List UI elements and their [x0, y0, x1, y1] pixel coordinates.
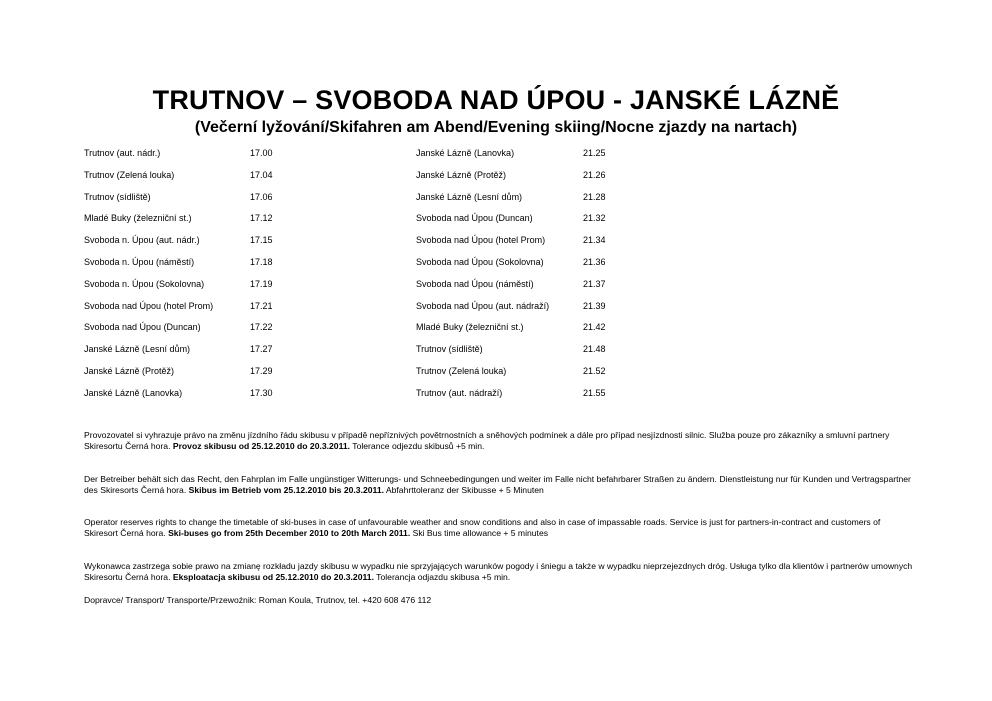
departure-time: 21.36 — [583, 256, 606, 267]
departure-time: 21.55 — [583, 387, 606, 398]
note-czech — [84, 430, 914, 452]
note-tail: Abfahrttoleranz der Skibusse + 5 Minuten — [384, 485, 544, 495]
timetable-row — [416, 211, 816, 233]
departure-time: 17.15 — [250, 235, 273, 246]
note-season-dates: Eksploatacja skibusu od 25.12.2010 do 20.3.2011. — [172, 572, 374, 582]
note-tail: Tolerancja odjazdu skibusa +5 min. — [373, 572, 511, 582]
departure-time: 21.37 — [583, 278, 606, 289]
departure-time: 21.25 — [583, 148, 606, 158]
stop-name: Trutnov (aut. nádraží) — [416, 387, 503, 398]
stop-name: Janské Lázně (Protěž) — [84, 365, 175, 376]
stop-name: Svoboda nad Úpou (hotel Prom) — [84, 300, 214, 311]
note-text: Operator reserves rights to change the timetable of ski-buses in case of unfavourable weather and snow conditions and also in case of impassable roads. Service is just for partners-in-contract and customers of Skiresort Černá hora. — [84, 517, 881, 538]
stop-name: Trutnov (Zelená louka) — [84, 169, 175, 180]
departure-time: 21.28 — [583, 191, 606, 202]
departure-time: 21.34 — [583, 235, 606, 246]
departure-time: 17.21 — [250, 300, 273, 311]
stop-name: Janské Lázně (Lanovka) — [84, 387, 183, 398]
timetable-row — [416, 277, 816, 299]
stop-name: Svoboda nad Úpou (náměstí) — [416, 278, 534, 289]
stop-name: Svoboda n. Úpou (aut. nádr.) — [84, 235, 200, 246]
timetable-row — [416, 386, 816, 408]
note-season-dates: Skibus im Betrieb vom 25.12.2010 bis 20.3.2011. — [188, 485, 384, 495]
departure-time: 21.48 — [583, 344, 606, 355]
timetable-row — [416, 168, 816, 190]
note-tail: Ski Bus time allowance + 5 minutes — [410, 528, 549, 538]
stop-name: Janské Lázně (Lesní dům) — [416, 191, 523, 202]
note-german — [84, 474, 914, 496]
departure-time: 17.04 — [250, 169, 273, 180]
note-english — [84, 517, 914, 539]
departure-time: 17.30 — [250, 387, 273, 398]
timetable-row — [416, 190, 816, 212]
timetable-row — [416, 299, 816, 321]
page-title: TRUTNOV – SVOBODA NAD ÚPOU - JANSKÉ LÁZNĚ — [152, 85, 840, 115]
stop-name: Trutnov (sídliště) — [416, 344, 483, 355]
return-column — [416, 146, 816, 408]
timetable — [84, 146, 904, 408]
stop-name: Svoboda nad Úpou (Duncan) — [84, 322, 201, 333]
note-polish — [84, 561, 914, 583]
note-text: Provozovatel si vyhrazuje právo na změnu jízdního řádu skibusu v případě nepříznivých povětrnostních a sněhových podmínek a dále pro případ nesjízdnosti silnic. Služba pouze pro zákazníky a smluvní partnery Skiresortu Černá hora. — [84, 430, 890, 451]
departure-time: 21.32 — [583, 213, 606, 224]
carrier-info: Dopravce/ Transport/ Transporte/Przewoźnik: Roman Koula, Trutnov, tel. +420 608 476 112 — [84, 595, 432, 605]
departure-time: 17.19 — [250, 278, 273, 289]
timetable-row — [416, 255, 816, 277]
departure-time: 17.18 — [250, 256, 273, 267]
page-subtitle: (Večerní lyžování/Skifahren am Abend/Evening skiing/Nocne zjazdy na nartach) — [194, 119, 798, 136]
stop-name: Janské Lázně (Lanovka) — [416, 148, 515, 158]
departure-time: 21.52 — [583, 365, 606, 376]
departure-time: 21.42 — [583, 322, 606, 333]
departure-time: 21.39 — [583, 300, 606, 311]
note-season-dates: Provoz skibusu od 25.12.2010 do 20.3.2011. — [172, 441, 351, 451]
stop-name: Svoboda n. Úpou (Sokolovna) — [84, 278, 205, 289]
departure-time: 17.12 — [250, 213, 273, 224]
stop-name: Svoboda nad Úpou (Duncan) — [416, 213, 533, 224]
note-season-dates: Ski-buses go from 25th December 2010 to 20th March 2011. — [168, 528, 411, 538]
stop-name: Svoboda n. Úpou (náměstí) — [84, 256, 195, 267]
stop-name: Mladé Buky (železniční st.) — [84, 213, 192, 224]
timetable-row — [416, 320, 816, 342]
stop-name: Mladé Buky (železniční st.) — [416, 322, 524, 333]
stop-name: Janské Lázně (Lesní dům) — [84, 344, 191, 355]
stop-name: Janské Lázně (Protěž) — [416, 169, 507, 180]
timetable-row — [416, 342, 816, 364]
stop-name: Svoboda nad Úpou (aut. nádraží) — [416, 300, 550, 311]
stop-name: Trutnov (Zelená louka) — [416, 365, 507, 376]
departure-time: 17.22 — [250, 322, 273, 333]
departure-time: 17.29 — [250, 365, 273, 376]
note-tail: Tolerance odjezdu skibusů +5 min. — [350, 441, 485, 451]
timetable-row — [416, 146, 816, 168]
timetable-row — [416, 364, 816, 386]
departure-time: 17.00 — [250, 148, 273, 158]
stop-name: Trutnov (aut. nádr.) — [84, 148, 161, 158]
departure-time: 17.27 — [250, 344, 273, 355]
departure-time: 17.06 — [250, 191, 273, 202]
timetable-row — [416, 233, 816, 255]
stop-name: Svoboda nad Úpou (hotel Prom) — [416, 235, 546, 246]
stop-name: Trutnov (sídliště) — [84, 191, 151, 202]
departure-time: 21.26 — [583, 169, 606, 180]
stop-name: Svoboda nad Úpou (Sokolovna) — [416, 256, 544, 267]
note-text: Wykonawca zastrzega sobie prawo na zmianę rozkładu jazdy skibusu w wypadku nie sprzyjających warunków pogody i śniegu a także w wypadku nieprzejezdnych dróg. Usługa tylko dla klientów i partnerów umownych Skiresortu Černá hora. — [84, 561, 913, 582]
note-text: Der Betreiber behält sich das Recht, den Fahrplan im Falle ungünstiger Witterungs- und Schneebedingungen und weiter im Falle nicht befahrbarer Straßen zu ändern. Dienstleistung nur für Kunden und Vertragspartner des Skiresorts Černá hora. — [84, 474, 911, 495]
